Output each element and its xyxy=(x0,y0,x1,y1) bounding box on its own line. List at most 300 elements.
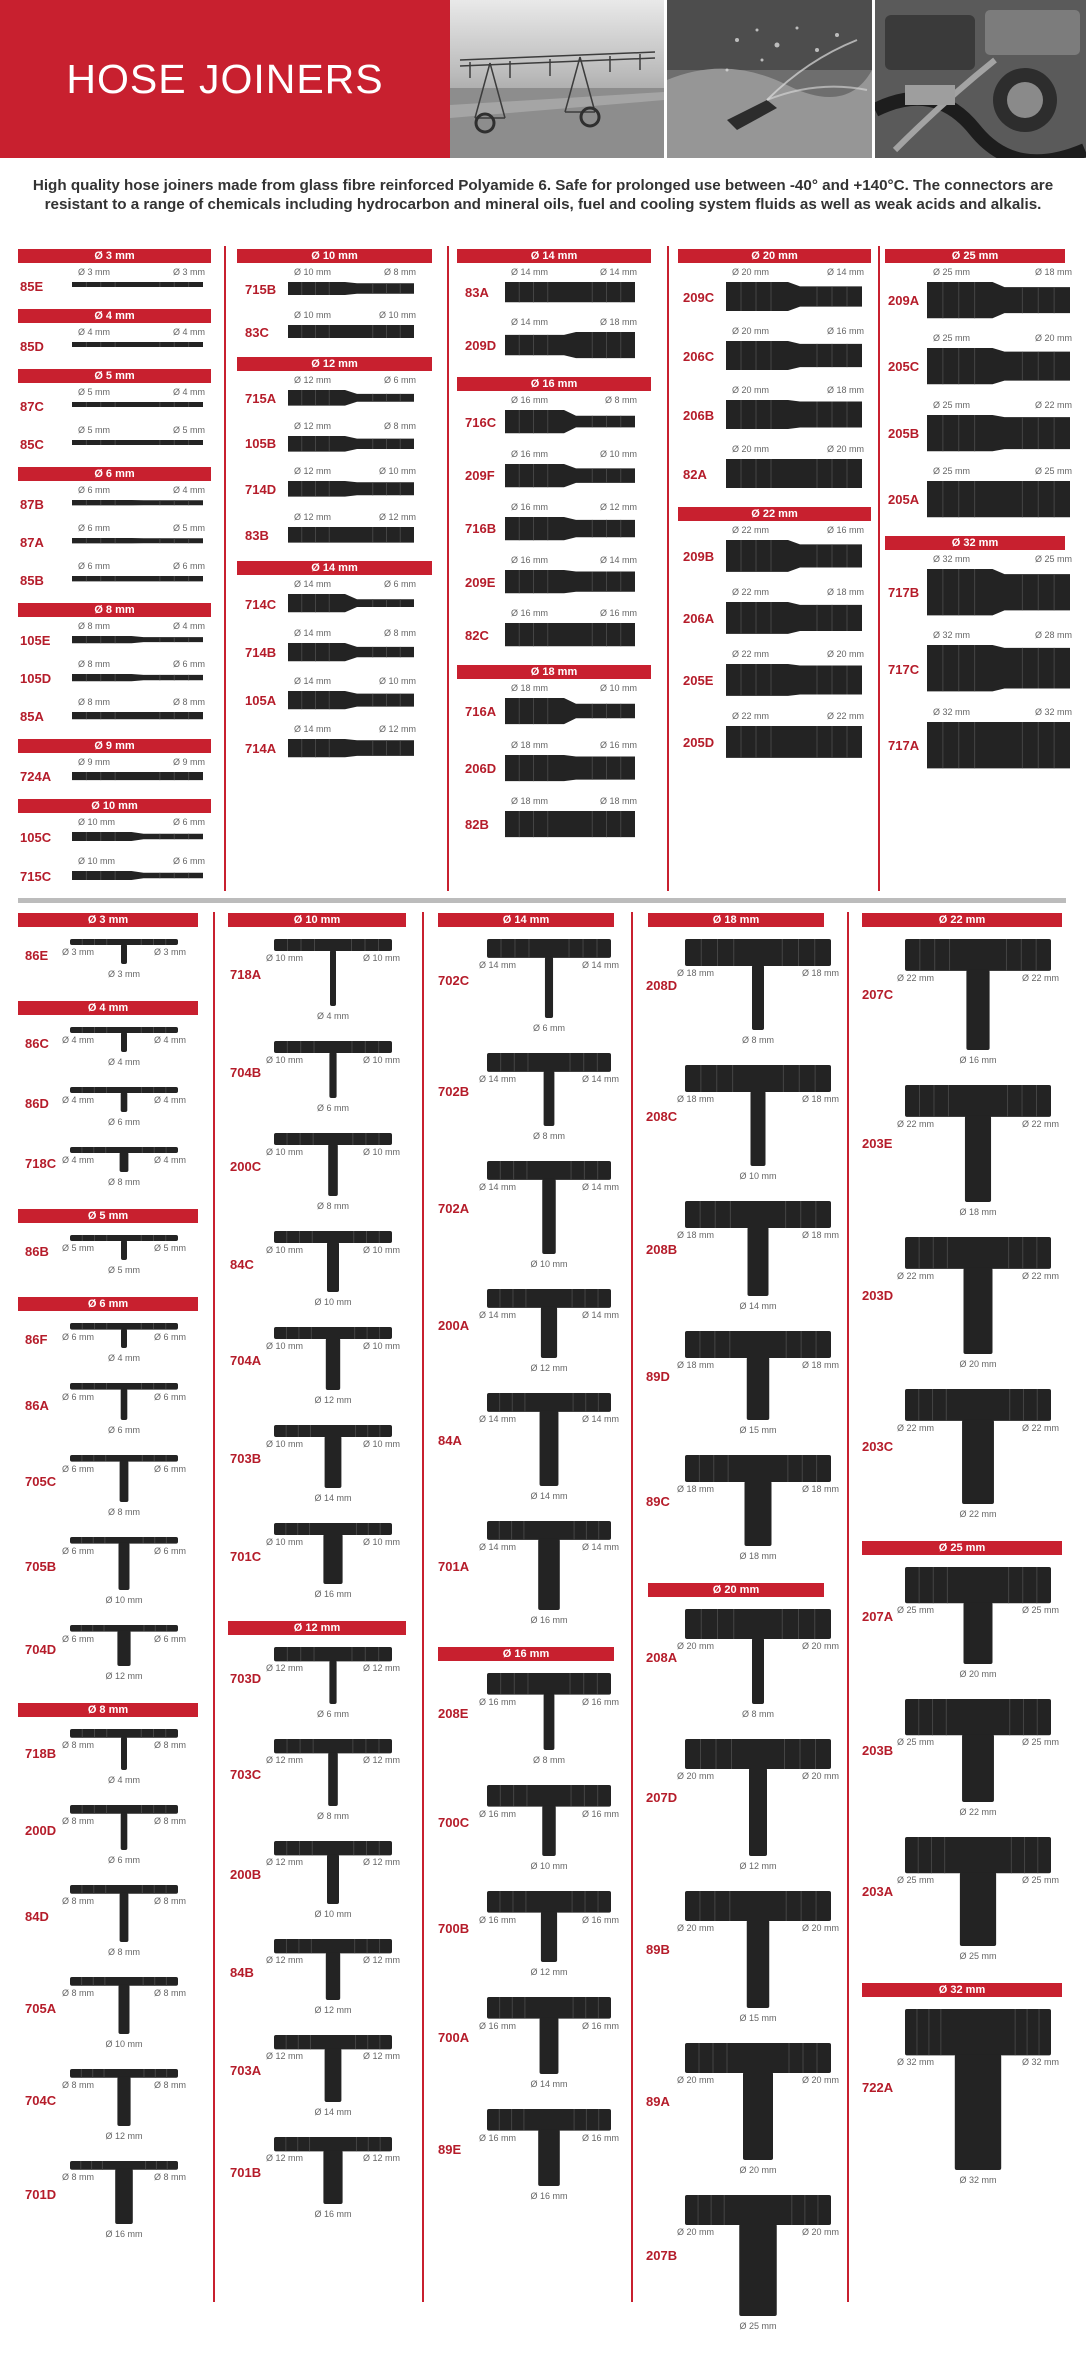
dimension-label-inlet: Ø 14 mm xyxy=(294,675,332,686)
tee-run xyxy=(274,1041,392,1053)
product-code: 87A xyxy=(20,535,44,550)
dimension-label-right: Ø 10 mm xyxy=(362,1439,400,1449)
tee-branch xyxy=(544,1694,555,1750)
tee-joiner-part xyxy=(683,1885,833,2011)
dimension-label-inlet: Ø 12 mm xyxy=(294,375,332,385)
straight-joiner-part xyxy=(724,538,864,574)
dimension-label-outlet: Ø 9 mm xyxy=(172,757,205,767)
dimension-label-inlet: Ø 16 mm xyxy=(511,395,549,406)
tee-run xyxy=(685,1065,831,1092)
dimension-label-outlet: Ø 3 mm xyxy=(172,267,205,277)
dimension-label-outlet: Ø 6 mm xyxy=(172,856,205,867)
irrigation-photo xyxy=(450,0,664,158)
tee-run xyxy=(274,1425,392,1437)
dimension-label-inlet: Ø 20 mm xyxy=(732,444,770,454)
joiner-body xyxy=(72,772,203,780)
tee-joiner-part xyxy=(272,1127,394,1199)
straight-joiner-part xyxy=(70,672,205,683)
dimension-label-branch: Ø 18 mm xyxy=(739,1551,777,1561)
joiner-body xyxy=(505,811,635,837)
dimension-label-right: Ø 10 mm xyxy=(362,953,400,963)
section-header: Ø 6 mm xyxy=(18,467,211,481)
section-header: Ø 22 mm xyxy=(862,913,1062,927)
dimension-label-inlet: Ø 10 mm xyxy=(78,856,116,867)
dimension-label-left: Ø 16 mm xyxy=(479,1696,517,1707)
straight-joiner-part xyxy=(70,340,205,349)
dimension-label-left: Ø 6 mm xyxy=(62,1391,95,1402)
product-code: 703B xyxy=(230,1451,262,1467)
product-code: 206A xyxy=(683,610,715,626)
dimension-label-left: Ø 18 mm xyxy=(677,1094,715,1104)
product-code: 705B xyxy=(25,1558,57,1574)
dimension-label-outlet: Ø 16 mm xyxy=(826,525,864,535)
product-code: 705C xyxy=(25,1474,57,1490)
dimension-label-left: Ø 18 mm xyxy=(677,1484,715,1494)
tee-branch xyxy=(538,1539,560,1610)
tee-branch xyxy=(541,1307,557,1358)
dimension-label-outlet: Ø 8 mm xyxy=(383,420,416,431)
product-code: 714D xyxy=(245,482,277,497)
dimension-label-outlet: Ø 25 mm xyxy=(1034,465,1072,476)
dimension-label-left: Ø 16 mm xyxy=(479,2132,517,2143)
dimension-label-branch: Ø 8 mm xyxy=(316,1201,349,1211)
tee-run xyxy=(70,1729,178,1738)
tee-joiner-part xyxy=(903,1831,1053,1949)
product-code: 205C xyxy=(888,359,920,375)
section-header: Ø 20 mm xyxy=(648,1583,824,1597)
tee-branch xyxy=(329,1052,336,1098)
dimension-label-inlet: Ø 4 mm xyxy=(78,327,111,337)
dimension-label-branch: Ø 4 mm xyxy=(316,1011,349,1021)
product-code: 714A xyxy=(245,741,277,757)
dimension-label-outlet: Ø 8 mm xyxy=(383,627,416,638)
dimension-label-left: Ø 22 mm xyxy=(897,972,935,983)
dimension-label-left: Ø 10 mm xyxy=(266,1341,304,1351)
engine-bay-photo xyxy=(875,0,1086,158)
joiner-body xyxy=(288,436,414,452)
tee-joiner-part xyxy=(272,1321,394,1393)
column-separator xyxy=(667,246,669,891)
dimension-label-right: Ø 12 mm xyxy=(362,1857,400,1868)
tee-branch xyxy=(540,1411,559,1486)
joiner-body xyxy=(288,691,414,709)
dimension-label-inlet: Ø 16 mm xyxy=(511,448,549,459)
product-code: 105B xyxy=(245,436,277,452)
product-code: 717C xyxy=(888,661,920,677)
dimension-label-inlet: Ø 8 mm xyxy=(78,697,111,707)
dimension-label-branch: Ø 22 mm xyxy=(959,1509,997,1519)
dimension-label-right: Ø 14 mm xyxy=(581,1181,619,1192)
joiner-body xyxy=(72,712,203,719)
tee-branch xyxy=(962,1734,994,1802)
straight-joiner-part xyxy=(925,479,1072,519)
product-code: 200D xyxy=(25,1823,57,1839)
tee-joiner-part xyxy=(485,1667,613,1753)
section-header: Ø 18 mm xyxy=(648,913,824,927)
tee-run xyxy=(487,2109,611,2131)
dimension-label-branch: Ø 16 mm xyxy=(105,2229,143,2239)
dimension-label-inlet: Ø 5 mm xyxy=(78,387,111,397)
column-separator xyxy=(422,912,424,2302)
straight-joiner-part xyxy=(70,830,205,843)
dimension-label-right: Ø 8 mm xyxy=(153,1895,186,1906)
dimension-label-branch: Ø 22 mm xyxy=(959,1807,997,1817)
tee-branch xyxy=(121,1092,128,1112)
straight-joiner-part xyxy=(70,770,205,782)
straight-joiner-part xyxy=(503,696,637,726)
dimension-label-inlet: Ø 14 mm xyxy=(294,627,332,638)
tee-joiner-part xyxy=(485,1283,613,1361)
dimension-label-branch: Ø 14 mm xyxy=(314,1493,352,1503)
joiner-body xyxy=(726,726,862,758)
tee-branch xyxy=(542,1179,556,1254)
straight-joiner-part xyxy=(724,280,864,313)
straight-joiner-part xyxy=(286,525,416,545)
product-code: 105E xyxy=(20,633,51,648)
tee-branch xyxy=(752,1638,764,1704)
dimension-label-left: Ø 6 mm xyxy=(62,1633,95,1644)
section-header: Ø 25 mm xyxy=(862,1541,1062,1555)
straight-joiner-part xyxy=(724,724,864,760)
dimension-label-left: Ø 22 mm xyxy=(897,1270,935,1281)
tee-branch xyxy=(117,2077,130,2126)
product-code: 717B xyxy=(888,585,920,601)
dimension-label-left: Ø 6 mm xyxy=(62,1331,95,1342)
dimension-label-left: Ø 6 mm xyxy=(62,1463,95,1474)
product-code: 205B xyxy=(888,425,920,441)
tee-joiner-part xyxy=(683,1449,833,1549)
joiner-body xyxy=(288,325,414,338)
column-separator xyxy=(631,912,633,2302)
product-code: 208B xyxy=(646,1241,678,1257)
dimension-label-left: Ø 5 mm xyxy=(62,1243,95,1253)
dimension-label-outlet: Ø 16 mm xyxy=(599,739,637,750)
tee-joiner-part xyxy=(68,1619,180,1669)
dimension-label-inlet: Ø 12 mm xyxy=(294,466,332,477)
product-code: 203A xyxy=(862,1884,894,1900)
dimension-label-outlet: Ø 22 mm xyxy=(826,710,864,721)
product-code: 203B xyxy=(862,1743,894,1759)
tee-run xyxy=(905,2009,1051,2055)
product-code: 206B xyxy=(683,407,715,423)
dimension-label-inlet: Ø 22 mm xyxy=(732,710,770,721)
dimension-label-inlet: Ø 9 mm xyxy=(78,757,111,767)
dimension-label-outlet: Ø 6 mm xyxy=(172,561,205,571)
dimension-label-branch: Ø 8 mm xyxy=(741,1709,774,1719)
product-code: 207C xyxy=(862,987,894,1002)
product-code: 84A xyxy=(438,1432,462,1448)
dimension-label-right: Ø 6 mm xyxy=(153,1633,186,1644)
straight-joiner-part xyxy=(503,809,637,839)
tee-branch xyxy=(965,1116,991,1202)
dimension-label-left: Ø 8 mm xyxy=(62,1895,95,1906)
dimension-label-left: Ø 20 mm xyxy=(677,1771,715,1781)
product-code: 89A xyxy=(646,2093,670,2109)
tee-joiner-part xyxy=(68,1971,180,2037)
tee-run xyxy=(487,1393,611,1412)
dimension-label-outlet: Ø 4 mm xyxy=(172,621,205,631)
tee-run xyxy=(487,1785,611,1807)
tee-branch xyxy=(120,1893,129,1942)
tee-joiner-part xyxy=(272,933,394,1009)
tee-branch xyxy=(323,2150,342,2204)
tee-branch xyxy=(328,1752,338,1806)
dimension-label-inlet: Ø 20 mm xyxy=(732,385,770,395)
product-code: 203D xyxy=(862,1287,894,1303)
dimension-label-left: Ø 12 mm xyxy=(266,1857,304,1868)
product-code: 89E xyxy=(438,2141,462,2157)
product-code: 82A xyxy=(683,466,707,482)
dimension-label-branch: Ø 4 mm xyxy=(107,1775,140,1785)
product-code: 714C xyxy=(245,596,277,612)
dimension-label-branch: Ø 12 mm xyxy=(739,1861,777,1871)
dimension-label-outlet: Ø 14 mm xyxy=(826,267,864,277)
tee-run xyxy=(70,1805,178,1814)
dimension-label-left: Ø 12 mm xyxy=(266,1955,304,1966)
straight-joiner-part xyxy=(70,869,205,882)
joiner-body xyxy=(505,755,635,781)
product-code: 208E xyxy=(438,1705,469,1721)
straight-joiner-part xyxy=(724,600,864,636)
tee-run xyxy=(685,1891,831,1921)
tee-joiner-part xyxy=(272,1733,394,1809)
tee-joiner-part xyxy=(683,2037,833,2163)
dimension-label-outlet: Ø 18 mm xyxy=(826,586,864,597)
section-header: Ø 3 mm xyxy=(18,913,198,927)
dimension-label-left: Ø 18 mm xyxy=(677,1360,715,1370)
dimension-label-branch: Ø 20 mm xyxy=(959,1359,997,1369)
tee-run xyxy=(274,2035,392,2049)
dimension-label-left: Ø 8 mm xyxy=(62,1739,95,1750)
dimension-label-right: Ø 8 mm xyxy=(153,1987,186,1998)
dimension-label-branch: Ø 12 mm xyxy=(105,2131,143,2141)
straight-joiner-part xyxy=(70,710,205,721)
straight-joiner-part xyxy=(503,462,637,489)
product-code: 701C xyxy=(230,1548,262,1564)
product-code: 703A xyxy=(230,2063,262,2079)
tee-joiner-part xyxy=(272,1517,394,1587)
dimension-label-outlet: Ø 22 mm xyxy=(1034,399,1072,410)
tee-joiner-part xyxy=(272,1035,394,1101)
tee-branch xyxy=(121,1240,127,1260)
tee-run xyxy=(685,939,831,966)
section-header: Ø 16 mm xyxy=(457,377,651,391)
product-code: 704A xyxy=(230,1353,262,1369)
product-code: 702B xyxy=(438,1083,470,1099)
tee-branch xyxy=(544,1071,555,1126)
product-code: 105C xyxy=(20,829,52,845)
product-code: 87B xyxy=(20,497,44,512)
straight-joiner-part xyxy=(724,457,864,490)
tee-joiner-part xyxy=(272,1419,394,1491)
tee-branch xyxy=(743,2072,773,2160)
dimension-label-right: Ø 25 mm xyxy=(1021,1737,1059,1748)
dimension-label-right: Ø 20 mm xyxy=(801,2075,839,2085)
straight-joiner-part xyxy=(70,400,205,409)
product-code: 86D xyxy=(25,1096,49,1112)
tee-branch xyxy=(117,1631,130,1666)
dimension-label-right: Ø 10 mm xyxy=(362,1341,400,1351)
dimension-label-outlet: Ø 14 mm xyxy=(599,555,637,565)
joiner-body xyxy=(72,832,203,841)
product-code: 702A xyxy=(438,1200,470,1216)
straight-joiner-part xyxy=(286,737,416,759)
straight-joiner-part xyxy=(286,323,416,340)
joiner-body xyxy=(505,332,635,358)
joiner-body xyxy=(927,282,1070,318)
tee-joiner-part xyxy=(272,2131,394,2207)
product-code: 85B xyxy=(20,573,44,588)
tee-branch xyxy=(748,1227,769,1296)
dimension-label-outlet: Ø 32 mm xyxy=(1034,706,1072,717)
dimension-label-branch: Ø 10 mm xyxy=(105,1595,143,1605)
dimension-label-inlet: Ø 5 mm xyxy=(78,425,111,435)
dimension-label-left: Ø 14 mm xyxy=(479,1181,517,1192)
tee-branch xyxy=(121,1329,127,1348)
section-header: Ø 4 mm xyxy=(18,309,211,323)
product-code: 84C xyxy=(230,1256,254,1272)
dimension-label-right: Ø 10 mm xyxy=(362,1245,400,1255)
dimension-label-inlet: Ø 22 mm xyxy=(732,586,770,597)
tee-branch xyxy=(747,1357,770,1420)
tee-joiner-part xyxy=(485,1515,613,1613)
dimension-label-branch: Ø 8 mm xyxy=(532,1755,565,1765)
joiner-body xyxy=(288,282,414,295)
product-code: 718C xyxy=(25,1156,57,1172)
product-code: 85D xyxy=(20,339,44,354)
dimension-label-right: Ø 20 mm xyxy=(801,1923,839,1933)
joiner-body xyxy=(72,636,203,643)
tee-joiner-part xyxy=(68,2063,180,2129)
tee-joiner-part xyxy=(272,1933,394,2003)
dimension-label-left: Ø 14 mm xyxy=(479,1073,517,1084)
tee-branch xyxy=(542,1806,556,1856)
dimension-label-inlet: Ø 10 mm xyxy=(78,817,116,828)
section-header: Ø 32 mm xyxy=(885,536,1065,550)
dimension-label-inlet: Ø 10 mm xyxy=(294,267,332,277)
straight-joiner-part xyxy=(503,330,637,360)
dimension-label-outlet: Ø 14 mm xyxy=(599,267,637,277)
dimension-label-inlet: Ø 32 mm xyxy=(933,706,971,717)
header-banner xyxy=(0,0,1086,158)
straight-joiner-part xyxy=(925,413,1072,453)
product-code: 716A xyxy=(465,704,497,720)
dimension-label-branch: Ø 5 mm xyxy=(107,1265,140,1275)
tee-joiner-part xyxy=(68,1879,180,1945)
dimension-label-right: Ø 32 mm xyxy=(1021,2057,1059,2068)
straight-joiner-part xyxy=(286,280,416,297)
dimension-label-right: Ø 8 mm xyxy=(153,2079,186,2090)
dimension-label-inlet: Ø 12 mm xyxy=(294,420,332,431)
joiner-body xyxy=(72,402,203,407)
section-header: Ø 20 mm xyxy=(678,249,871,263)
tee-joiner-part xyxy=(272,2029,394,2105)
dimension-label-inlet: Ø 20 mm xyxy=(732,267,770,277)
joiner-body xyxy=(505,282,635,302)
column-separator xyxy=(847,912,849,2302)
section-header: Ø 9 mm xyxy=(18,739,211,753)
product-code: 84B xyxy=(230,1964,254,1980)
tee-branch xyxy=(121,1813,128,1850)
tee-run xyxy=(487,1891,611,1913)
joiner-body xyxy=(72,674,203,681)
joiner-body xyxy=(288,594,414,612)
dimension-label-left: Ø 4 mm xyxy=(62,1155,95,1165)
dimension-label-outlet: Ø 18 mm xyxy=(599,795,637,806)
product-code: 704C xyxy=(25,2092,57,2108)
tee-branch xyxy=(121,944,127,964)
dimension-label-left: Ø 12 mm xyxy=(266,2153,304,2164)
tee-branch xyxy=(330,950,336,1006)
tee-run xyxy=(685,1609,831,1639)
dimension-label-outlet: Ø 8 mm xyxy=(604,395,637,406)
dimension-label-left: Ø 12 mm xyxy=(266,1663,304,1674)
joiner-body xyxy=(927,569,1070,615)
tee-run xyxy=(70,2161,178,2170)
joiner-body xyxy=(505,410,635,433)
tee-branch xyxy=(545,957,553,1018)
tee-joiner-part xyxy=(485,1047,613,1129)
tee-run xyxy=(487,1053,611,1072)
product-code: 705A xyxy=(25,2000,57,2016)
dimension-label-right: Ø 18 mm xyxy=(801,1230,839,1240)
dimension-label-branch: Ø 14 mm xyxy=(314,2107,352,2117)
tee-branch xyxy=(541,1912,557,1962)
dimension-label-right: Ø 12 mm xyxy=(362,2153,400,2164)
product-code: 105A xyxy=(245,692,277,708)
dimension-label-right: Ø 18 mm xyxy=(801,968,839,978)
product-code: 87C xyxy=(20,399,44,414)
tee-run xyxy=(685,2195,831,2225)
product-code: 700C xyxy=(438,1815,470,1830)
tee-run xyxy=(70,1885,178,1894)
dimension-label-left: Ø 8 mm xyxy=(62,1815,95,1826)
dimension-label-outlet: Ø 25 mm xyxy=(1034,554,1072,564)
dimension-label-outlet: Ø 10 mm xyxy=(599,448,637,459)
dimension-label-right: Ø 20 mm xyxy=(801,1771,839,1781)
dimension-label-outlet: Ø 10 mm xyxy=(599,683,637,694)
straight-joiner-part xyxy=(724,339,864,372)
dimension-label-left: Ø 22 mm xyxy=(897,1422,935,1433)
product-code: 200B xyxy=(230,1867,262,1883)
tee-joiner-part xyxy=(683,1325,833,1423)
dimension-label-right: Ø 6 mm xyxy=(153,1331,186,1342)
tee-run xyxy=(487,1289,611,1308)
dimension-label-inlet: Ø 16 mm xyxy=(511,501,549,512)
dimension-label-left: Ø 10 mm xyxy=(266,953,304,963)
dimension-label-right: Ø 14 mm xyxy=(581,1073,619,1084)
tee-branch xyxy=(120,1152,129,1172)
dimension-label-outlet: Ø 8 mm xyxy=(172,697,205,707)
tee-branch xyxy=(752,965,764,1030)
dimension-label-right: Ø 12 mm xyxy=(362,1663,400,1674)
dimension-label-outlet: Ø 10 mm xyxy=(378,466,416,477)
straight-joiner-part xyxy=(286,479,416,499)
straight-joiner-part xyxy=(503,753,637,783)
dimension-label-outlet: Ø 8 mm xyxy=(383,267,416,277)
dimension-label-inlet: Ø 14 mm xyxy=(511,267,549,277)
dimension-label-inlet: Ø 20 mm xyxy=(732,326,770,336)
tee-branch xyxy=(749,1768,767,1856)
dimension-label-branch: Ø 16 mm xyxy=(959,1055,997,1065)
section-header: Ø 12 mm xyxy=(228,1621,406,1635)
dimension-label-outlet: Ø 12 mm xyxy=(599,501,637,512)
dimension-label-inlet: Ø 22 mm xyxy=(732,525,770,535)
joiner-body xyxy=(505,464,635,487)
section-divider xyxy=(18,898,1066,903)
dimension-label-branch: Ø 6 mm xyxy=(107,1855,140,1865)
tee-branch xyxy=(964,1268,993,1354)
